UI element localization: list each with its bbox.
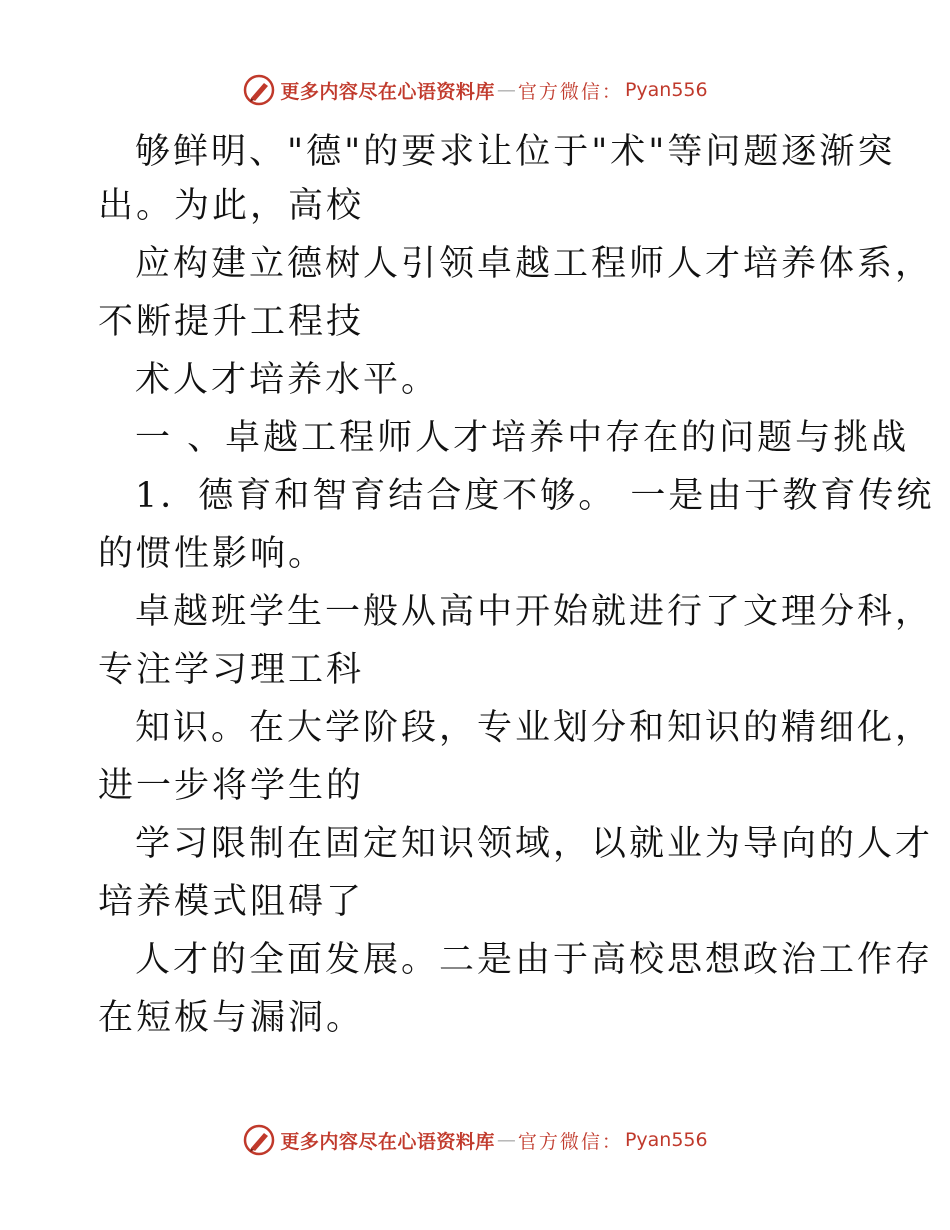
section-heading: 一 、卓越工程师人才培养中存在的问题与挑战 [135,418,910,458]
text-line: 人才的全面发展。二是由于高校思想政治工作存 [135,940,934,980]
text-line: 卓越班学生一般从高中开始就进行了文理分科， [135,592,934,632]
banner-colon: ： [601,1130,621,1153]
text-line: 的惯性影响。 [98,534,327,574]
text-line: 学习限制在固定知识领域，以就业为导向的人才 [135,824,934,864]
text-line: 在短板与漏洞。 [98,998,365,1038]
banner-separator: — [496,1129,516,1151]
text-line: 术人才培养水平。 [135,360,440,400]
text-line: 培养模式阻碍了 [98,882,365,922]
banner-main-text: 更多内容尽在心语资料库 [280,80,495,103]
banner-main-text: 更多内容尽在心语资料库 [280,1130,495,1153]
text-line: 够鲜明、"德"的要求让位于"术"等问题逐渐突 [135,132,896,172]
banner-wechat-id: Pyan556 [624,79,708,101]
banner-wechat-label: 官方微信 [517,80,602,103]
banner-separator: — [496,79,516,101]
text-line: 进一步将学生的 [98,766,365,806]
header-watermark-banner [0,70,950,110]
pen-logo-icon [242,1123,276,1157]
text-line: 知识。在大学阶段，专业划分和知识的精细化， [135,708,934,748]
banner-colon: ： [601,80,621,103]
text-line: 1．德育和智育结合度不够。 一是由于教育传统 [135,476,935,516]
text-line: 不断提升工程技 [98,302,365,342]
text-line: 应构建立德树人引领卓越工程师人才培养体系， [135,244,934,284]
text-line: 专注学习理工科 [98,650,365,690]
text-line: 出。为此，高校 [98,186,365,226]
banner-wechat-id: Pyan556 [624,1129,708,1151]
footer-watermark-banner [0,1120,950,1160]
pen-logo-icon [242,73,276,107]
banner-wechat-label: 官方微信 [517,1130,602,1153]
